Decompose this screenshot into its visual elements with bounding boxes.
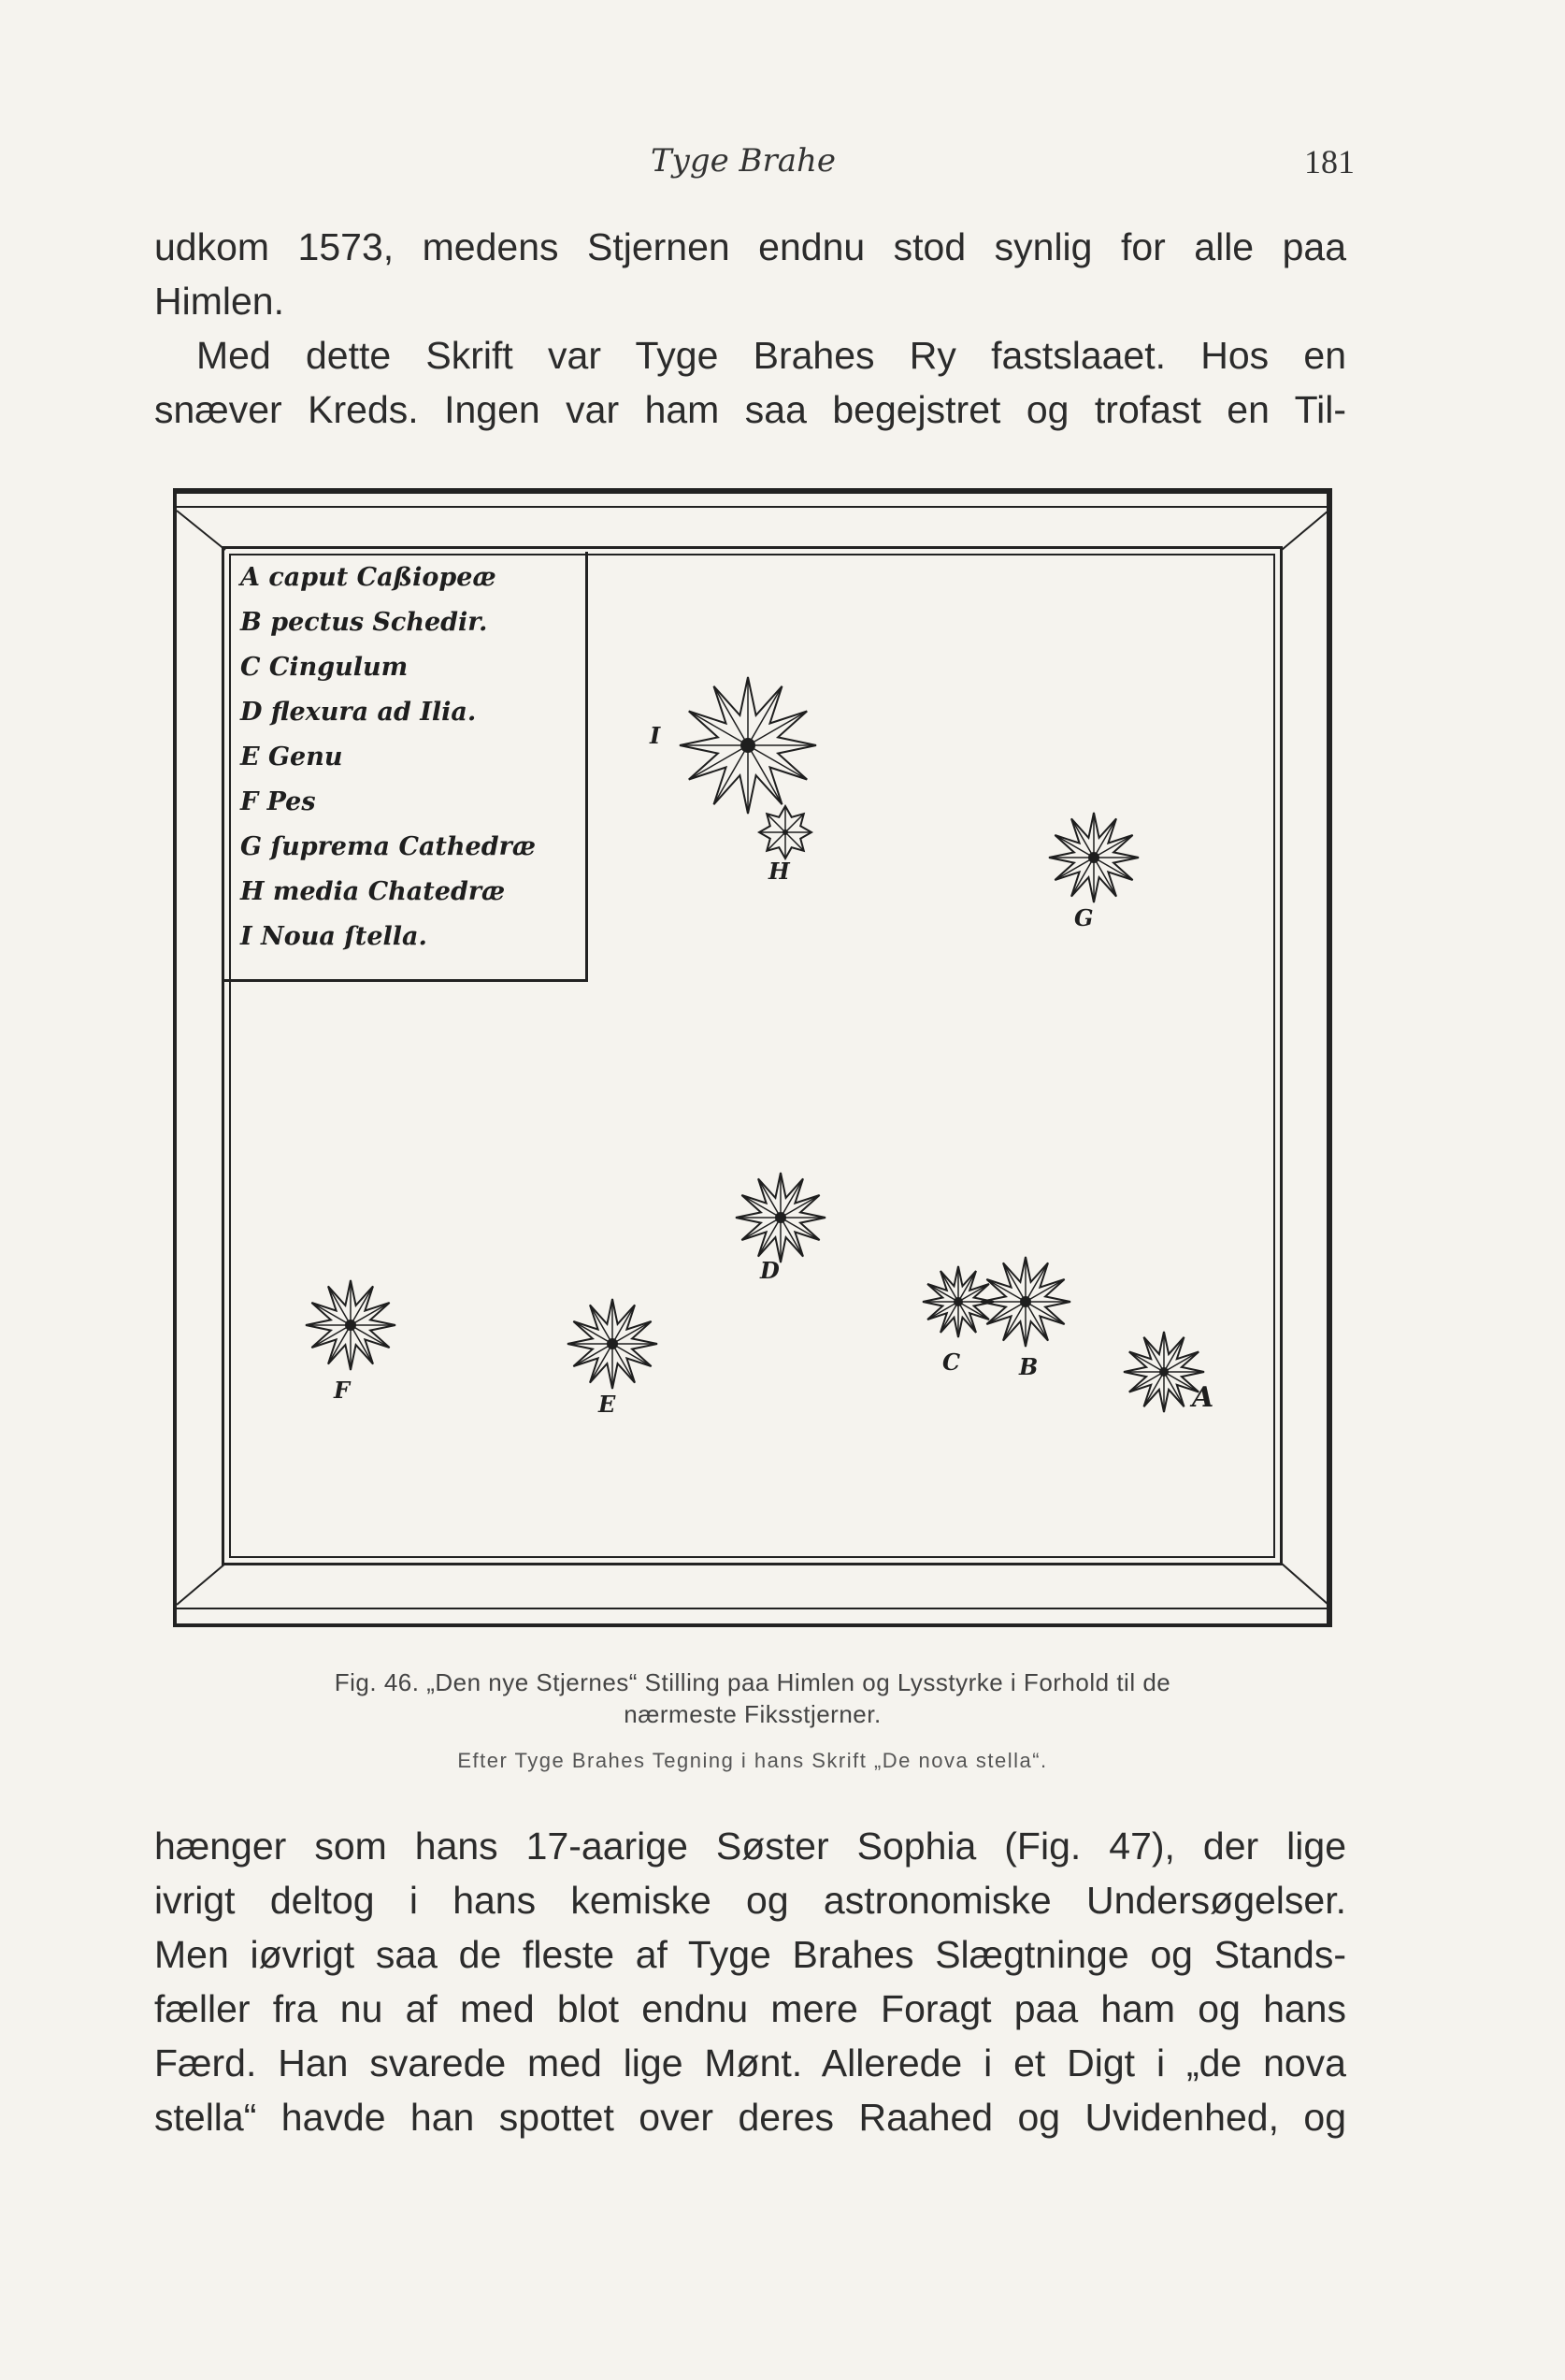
star-label-g: G [1074,904,1094,931]
legend-item-g: G ſuprema Cathedræ [240,832,536,861]
top-paragraphs [154,220,1346,437]
text-line: udkom 1573, medens Stjernen endnu stod synlig for alle paa [154,225,1346,268]
star-label-b: B [1019,1353,1039,1380]
star-g-icon [1047,811,1141,904]
figure-caption [150,1666,1356,1730]
bottom-paragraph [154,1819,1346,2144]
star-e-icon [566,1297,659,1391]
legend-item-e: E Genu [240,743,343,772]
text-line: Færd. Han svarede med lige Mønt. Allerede i et Digt i „de nova [154,2041,1346,2084]
star-label-a: A [1192,1381,1214,1414]
legend-item-b: B pectus Schedir. [240,608,488,637]
text-line: stella“ havde han spottet over deres Raahed og Uvidenhed, og [154,2096,1346,2139]
text-line: ivrigt deltog i hans kemiske og astronomiske Undersøgelser. [154,1879,1346,1922]
caption-line: Fig. 46. „Den nye Stjernes“ Stilling paa Himlen og Lysstyrke i Forhold til de [334,1668,1171,1696]
running-title: Tyge Brahe [650,142,837,180]
text-line: hænger som hans 17-aarige Søster Sophia (Fig. 47), der lige [154,1825,1346,1868]
caption-line: nærmeste Fiksstjerner. [624,1700,882,1728]
legend-item-c: C Cingulum [240,653,409,682]
legend-box [222,552,588,982]
star-label-e: E [598,1391,616,1418]
text-line: Med dette Skrift var Tyge Brahes Ry fastslaaet. Hos en [196,334,1346,377]
legend-item-h: H media Chatedræ [240,877,506,906]
text-line: fæller fra nu af med blot endnu mere Foragt paa ham og hans [154,1987,1346,2030]
text-line: snæver Kreds. Ingen var ham saa begejstret og trofast en Til- [154,388,1346,431]
figure-caption-source: Efter Tyge Brahes Tegning i hans Skrift „De nova stella“. [457,1749,1048,1772]
legend-item-a: A caput Caßiopeæ [240,563,496,592]
star-f-icon [304,1278,397,1372]
star-label-h: H [768,858,790,885]
star-b-icon [979,1255,1072,1349]
text-line: Men iøvrigt saa de fleste af Tyge Brahes Slægtninge og Stands- [154,1933,1346,1976]
legend-item-i: I Noua ſtella. [240,922,427,951]
star-label-i: I [650,722,661,749]
star-label-c: C [942,1349,961,1376]
star-h-icon [757,804,813,860]
star-i-icon [678,675,818,815]
page-number: 181 [1304,143,1355,180]
star-chart-figure [173,488,1332,1627]
text-line: Himlen. [154,280,284,323]
legend-item-d: D flexura ad Ilia. [240,698,477,727]
star-d-icon [734,1171,827,1264]
star-label-d: D [760,1257,780,1284]
legend-item-f: F Pes [240,787,316,816]
star-label-f: F [334,1377,351,1404]
